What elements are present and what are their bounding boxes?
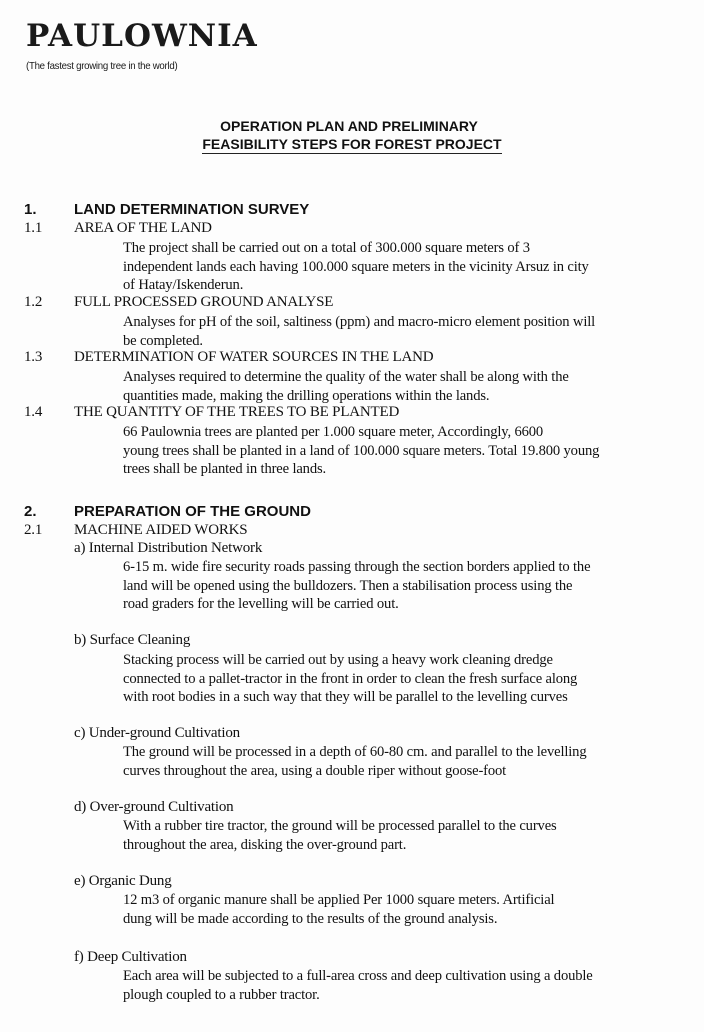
paragraph-line: with root bodies in a such way that they will be parallel to the levelling curves xyxy=(123,689,568,705)
document-title-line-2 xyxy=(0,136,704,152)
paragraph-line: Analyses for pH of the soil, saltiness (ppm) and macro-micro element position will xyxy=(123,314,596,330)
section-label: LAND DETERMINATION SURVEY xyxy=(74,201,310,218)
paragraph-line: curves throughout the area, using a double riper without goose-foot xyxy=(123,762,507,779)
subsection-label: AREA OF THE LAND xyxy=(74,220,212,236)
subsection-number: 1.2 xyxy=(24,294,43,310)
paragraph-line: Analyses required to determine the quality of the water shall be along with the xyxy=(123,369,569,385)
paragraph-2-1-d xyxy=(123,817,683,854)
document-title-line-2-text: FEASIBILITY STEPS FOR FOREST PROJECT xyxy=(202,136,502,152)
item-heading-c: c) Under-ground Cultivation xyxy=(74,725,240,741)
paragraph-line: connected to a pallet-tractor in the front in order to clean the fresh surface along xyxy=(123,670,578,687)
item-heading-d: d) Over-ground Cultivation xyxy=(74,799,234,815)
subsection-number: 2.1 xyxy=(24,522,43,538)
paragraph-line: plough coupled to a rubber tractor. xyxy=(123,986,320,1003)
paragraph-2-1-f xyxy=(123,967,683,1004)
paragraph-line: Each area will be subjected to a full-area cross and deep cultivation using a double xyxy=(123,968,593,984)
paragraph-line: young trees shall be planted in a land of 100.000 square meters. Total 19.800 young xyxy=(123,442,600,459)
paragraph-1-3 xyxy=(123,368,683,405)
section-number: 1. xyxy=(24,201,37,218)
subsection-number: 1.4 xyxy=(24,404,43,420)
item-heading-b: b) Surface Cleaning xyxy=(74,632,191,648)
paragraph-line: be completed. xyxy=(123,332,203,349)
item-heading-e: e) Organic Dung xyxy=(74,873,172,889)
paragraph-line: throughout the area, disking the over-ground part. xyxy=(123,836,407,853)
paragraph-line: Stacking process will be carried out by using a heavy work cleaning dredge xyxy=(123,652,553,668)
paragraph-1-4 xyxy=(123,423,683,479)
paragraph-1-2 xyxy=(123,313,683,350)
paragraph-2-1-b xyxy=(123,651,683,707)
paragraph-line: 12 m3 of organic manure shall be applied Per 1000 square meters. Artificial xyxy=(123,892,555,908)
paragraph-line: road graders for the levelling will be carried out. xyxy=(123,596,399,612)
tagline: (The fastest growing tree in the world) xyxy=(26,60,178,72)
subsection-label: FULL PROCESSED GROUND ANALYSE xyxy=(74,294,334,310)
paragraph-line: independent lands each having 100.000 square meters in the vicinity Arsuz in city xyxy=(123,258,589,275)
paragraph-line: trees shall be planted in three lands. xyxy=(123,461,327,477)
section-number: 2. xyxy=(24,503,37,520)
paragraph-1-1 xyxy=(123,239,683,295)
subsection-number: 1.3 xyxy=(24,349,43,365)
paragraph-line: With a rubber tire tractor, the ground will be processed parallel to the curves xyxy=(123,818,557,834)
paragraph-line: 6-15 m. wide fire security roads passing through the section borders applied to the xyxy=(123,559,591,575)
paragraph-line: land will be opened using the bulldozers. Then a stabilisation process using the xyxy=(123,577,573,594)
paragraph-line: The project shall be carried out on a total of 300.000 square meters of 3 xyxy=(123,240,530,256)
subsection-number: 1.1 xyxy=(24,220,43,236)
document-title-line-1: OPERATION PLAN AND PRELIMINARY xyxy=(220,118,478,134)
paragraph-line: quantities made, making the drilling operations within the lands. xyxy=(123,387,490,404)
paragraph-2-1-e xyxy=(123,891,683,928)
paragraph-line: dung will be made according to the results of the ground analysis. xyxy=(123,910,498,927)
paragraph-2-1-a xyxy=(123,558,683,614)
subsection-label: DETERMINATION OF WATER SOURCES IN THE LAND xyxy=(74,349,434,365)
subsection-label: MACHINE AIDED WORKS xyxy=(74,522,248,538)
subsection-label: THE QUANTITY OF THE TREES TO BE PLANTED xyxy=(74,404,400,420)
paragraph-line: 66 Paulownia trees are planted per 1.000 square meter, Accordingly, 6600 xyxy=(123,424,544,440)
item-heading-a: a) Internal Distribution Network xyxy=(74,540,263,556)
paragraph-2-1-c xyxy=(123,743,683,780)
paragraph-line: of Hatay/Iskenderun. xyxy=(123,277,244,293)
logo-title: PAULOWNIA xyxy=(26,18,258,54)
section-label: PREPARATION OF THE GROUND xyxy=(74,503,311,520)
item-heading-f: f) Deep Cultivation xyxy=(74,949,187,965)
paragraph-line: The ground will be processed in a depth of 60-80 cm. and parallel to the levelling xyxy=(123,744,587,760)
